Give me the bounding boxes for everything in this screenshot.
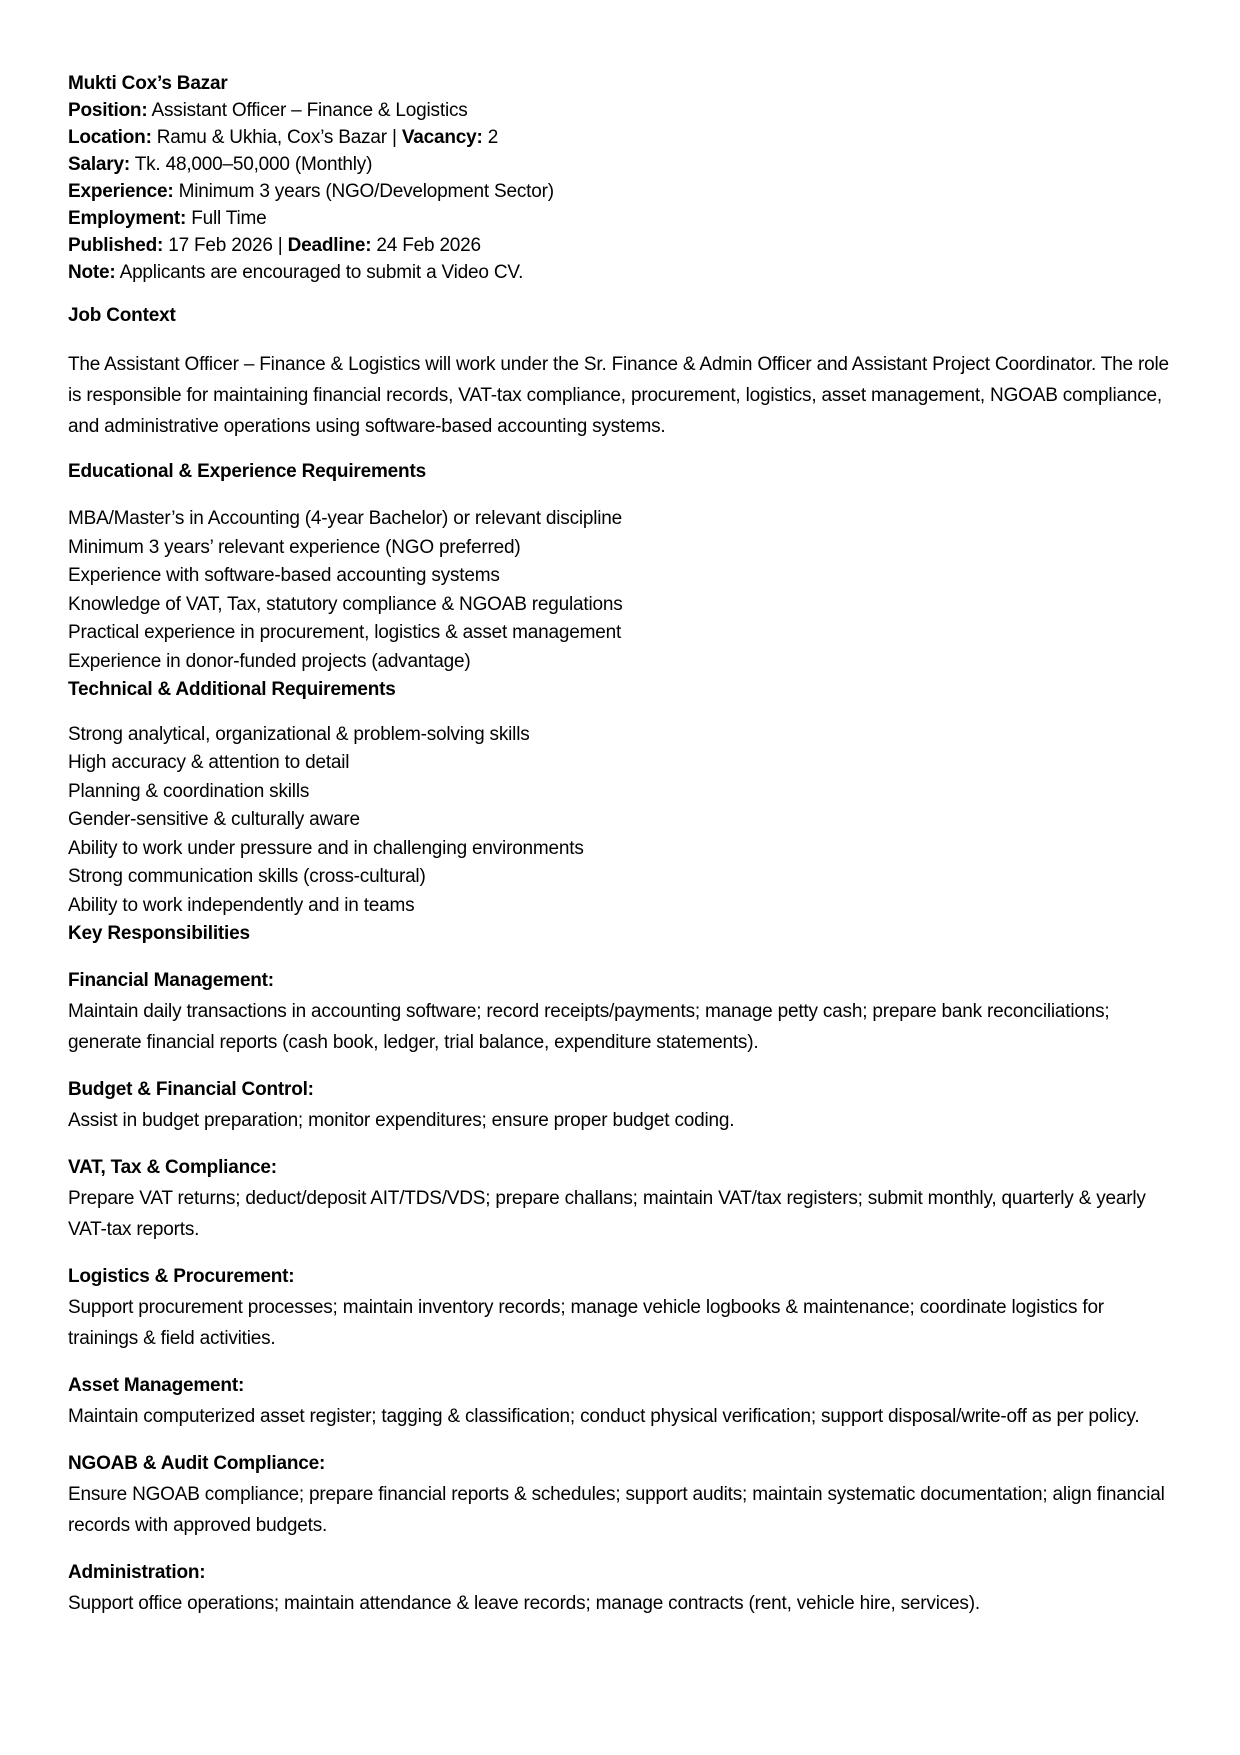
- responsibility-title: Administration:: [68, 1561, 206, 1583]
- requirement-item: Strong communication skills (cross-cultural): [68, 866, 426, 887]
- salary-line: [68, 151, 1172, 178]
- responsibility-body: Support procurement processes; maintain inventory records; manage vehicle logbooks & maintenance; coordinate logistics for trainings & field activities.: [68, 1296, 1104, 1349]
- responsibility-title: Financial Management:: [68, 969, 274, 991]
- technical-requirements-list: [68, 721, 1172, 949]
- responsibility-block-logistics-procurement: [68, 1261, 1172, 1354]
- responsibility-block-vat-tax-compliance: [68, 1152, 1172, 1245]
- experience-line: [68, 178, 1172, 205]
- company-name: Mukti Cox’s Bazar: [68, 73, 228, 94]
- requirement-item: Knowledge of VAT, Tax, statutory compliance & NGOAB regulations: [68, 593, 623, 615]
- position-label: Position:: [68, 100, 148, 121]
- responsibility-title: Logistics & Procurement:: [68, 1265, 295, 1287]
- requirement-item: Minimum 3 years’ relevant experience (NGO preferred): [68, 536, 521, 558]
- responsibility-block-administration: [68, 1557, 1172, 1619]
- requirement-item: Planning & coordination skills: [68, 780, 310, 802]
- requirement-item: Experience with software-based accounting systems: [68, 565, 500, 586]
- vacancy-label: Vacancy:: [401, 127, 483, 148]
- responsibility-body: Prepare VAT returns; deduct/deposit AIT/TDS/VDS; prepare challans; maintain VAT/tax registers; submit monthly, quarterly & yearly VAT-tax reports.: [68, 1187, 1146, 1240]
- experience-value: Minimum 3 years (NGO/Development Sector): [173, 181, 554, 202]
- employment-value: Full Time: [186, 208, 267, 229]
- published-deadline-line: [68, 232, 1172, 259]
- job-context-heading: Job Context: [68, 305, 176, 326]
- requirement-item: MBA/Master’s in Accounting (4-year Bachelor) or relevant discipline: [68, 508, 623, 529]
- responsibility-body: Maintain computerized asset register; tagging & classification; conduct physical verification; support disposal/write-off as per policy.: [68, 1405, 1140, 1427]
- responsibility-block-budget-financial-control: [68, 1074, 1172, 1136]
- salary-value: Tk. 48,000–50,000 (Monthly): [129, 154, 373, 175]
- responsibility-title: VAT, Tax & Compliance:: [68, 1156, 277, 1178]
- published-label: Published:: [68, 235, 164, 256]
- responsibility-body: Support office operations; maintain attendance & leave records; manage contracts (rent, vehicle hire, services).: [68, 1592, 980, 1614]
- location-label: Location:: [68, 127, 152, 148]
- technical-requirements-heading: Technical & Additional Requirements: [68, 679, 396, 700]
- deadline-value: 24 Feb 2026: [371, 235, 481, 256]
- responsibility-title: NGOAB & Audit Compliance:: [68, 1452, 326, 1474]
- requirement-item: Strong analytical, organizational & problem-solving skills: [68, 723, 530, 745]
- requirement-item: Ability to work under pressure and in challenging environments: [68, 837, 584, 859]
- note-line: [68, 259, 1172, 286]
- edu-requirements-list: [68, 505, 1172, 705]
- employment-label: Employment:: [68, 208, 187, 229]
- key-responsibilities-heading: Key Responsibilities: [68, 923, 250, 944]
- requirement-item: Practical experience in procurement, logistics & asset management: [68, 622, 622, 643]
- location-vacancy-line: [68, 124, 1172, 151]
- responsibility-block-financial-management: [68, 965, 1172, 1058]
- note-label: Note:: [68, 262, 116, 283]
- responsibility-body: Maintain daily transactions in accounting software; record receipts/payments; manage petty cash; prepare bank reconciliations; generate financial reports (cash book, ledger, trial balance, expenditure statements).: [68, 1000, 1110, 1053]
- salary-label: Salary:: [68, 154, 130, 175]
- experience-label: Experience:: [68, 181, 174, 202]
- responsibility-title: Asset Management:: [68, 1374, 245, 1396]
- deadline-label: Deadline:: [287, 235, 372, 256]
- location-value: Ramu & Ukhia, Cox’s Bazar |: [151, 127, 402, 148]
- published-value: 17 Feb 2026 |: [163, 235, 288, 256]
- edu-requirements-heading: Educational & Experience Requirements: [68, 461, 426, 482]
- position-line: [68, 97, 1172, 124]
- requirement-item: High accuracy & attention to detail: [68, 752, 350, 773]
- requirement-item: Experience in donor-funded projects (advantage): [68, 650, 471, 672]
- note-value: Applicants are encouraged to submit a Video CV.: [115, 262, 524, 283]
- employment-line: [68, 205, 1172, 232]
- requirement-item: Gender-sensitive & culturally aware: [68, 809, 360, 830]
- job-context-paragraph: The Assistant Officer – Finance & Logistics will work under the Sr. Finance & Admin Officer and Assistant Project Coordinator. The role is responsible for maintaining financial records, VAT-tax compliance, procurement, logistics, asset management, NGOAB compliance, and administrative operations using software-based accounting systems.: [68, 354, 1169, 437]
- responsibility-title: Budget & Financial Control:: [68, 1078, 314, 1100]
- vacancy-value: 2: [482, 127, 499, 148]
- job-header-block: [68, 70, 1172, 286]
- responsibility-block-ngoab-audit-compliance: [68, 1448, 1172, 1541]
- responsibility-block-asset-management: [68, 1370, 1172, 1432]
- responsibility-body: Assist in budget preparation; monitor expenditures; ensure proper budget coding.: [68, 1109, 735, 1131]
- requirement-item: Ability to work independently and in teams: [68, 894, 415, 916]
- position-value: Assistant Officer – Finance & Logistics: [147, 100, 468, 121]
- responsibility-body: Ensure NGOAB compliance; prepare financial reports & schedules; support audits; maintain systematic documentation; align financial records with approved budgets.: [68, 1483, 1165, 1536]
